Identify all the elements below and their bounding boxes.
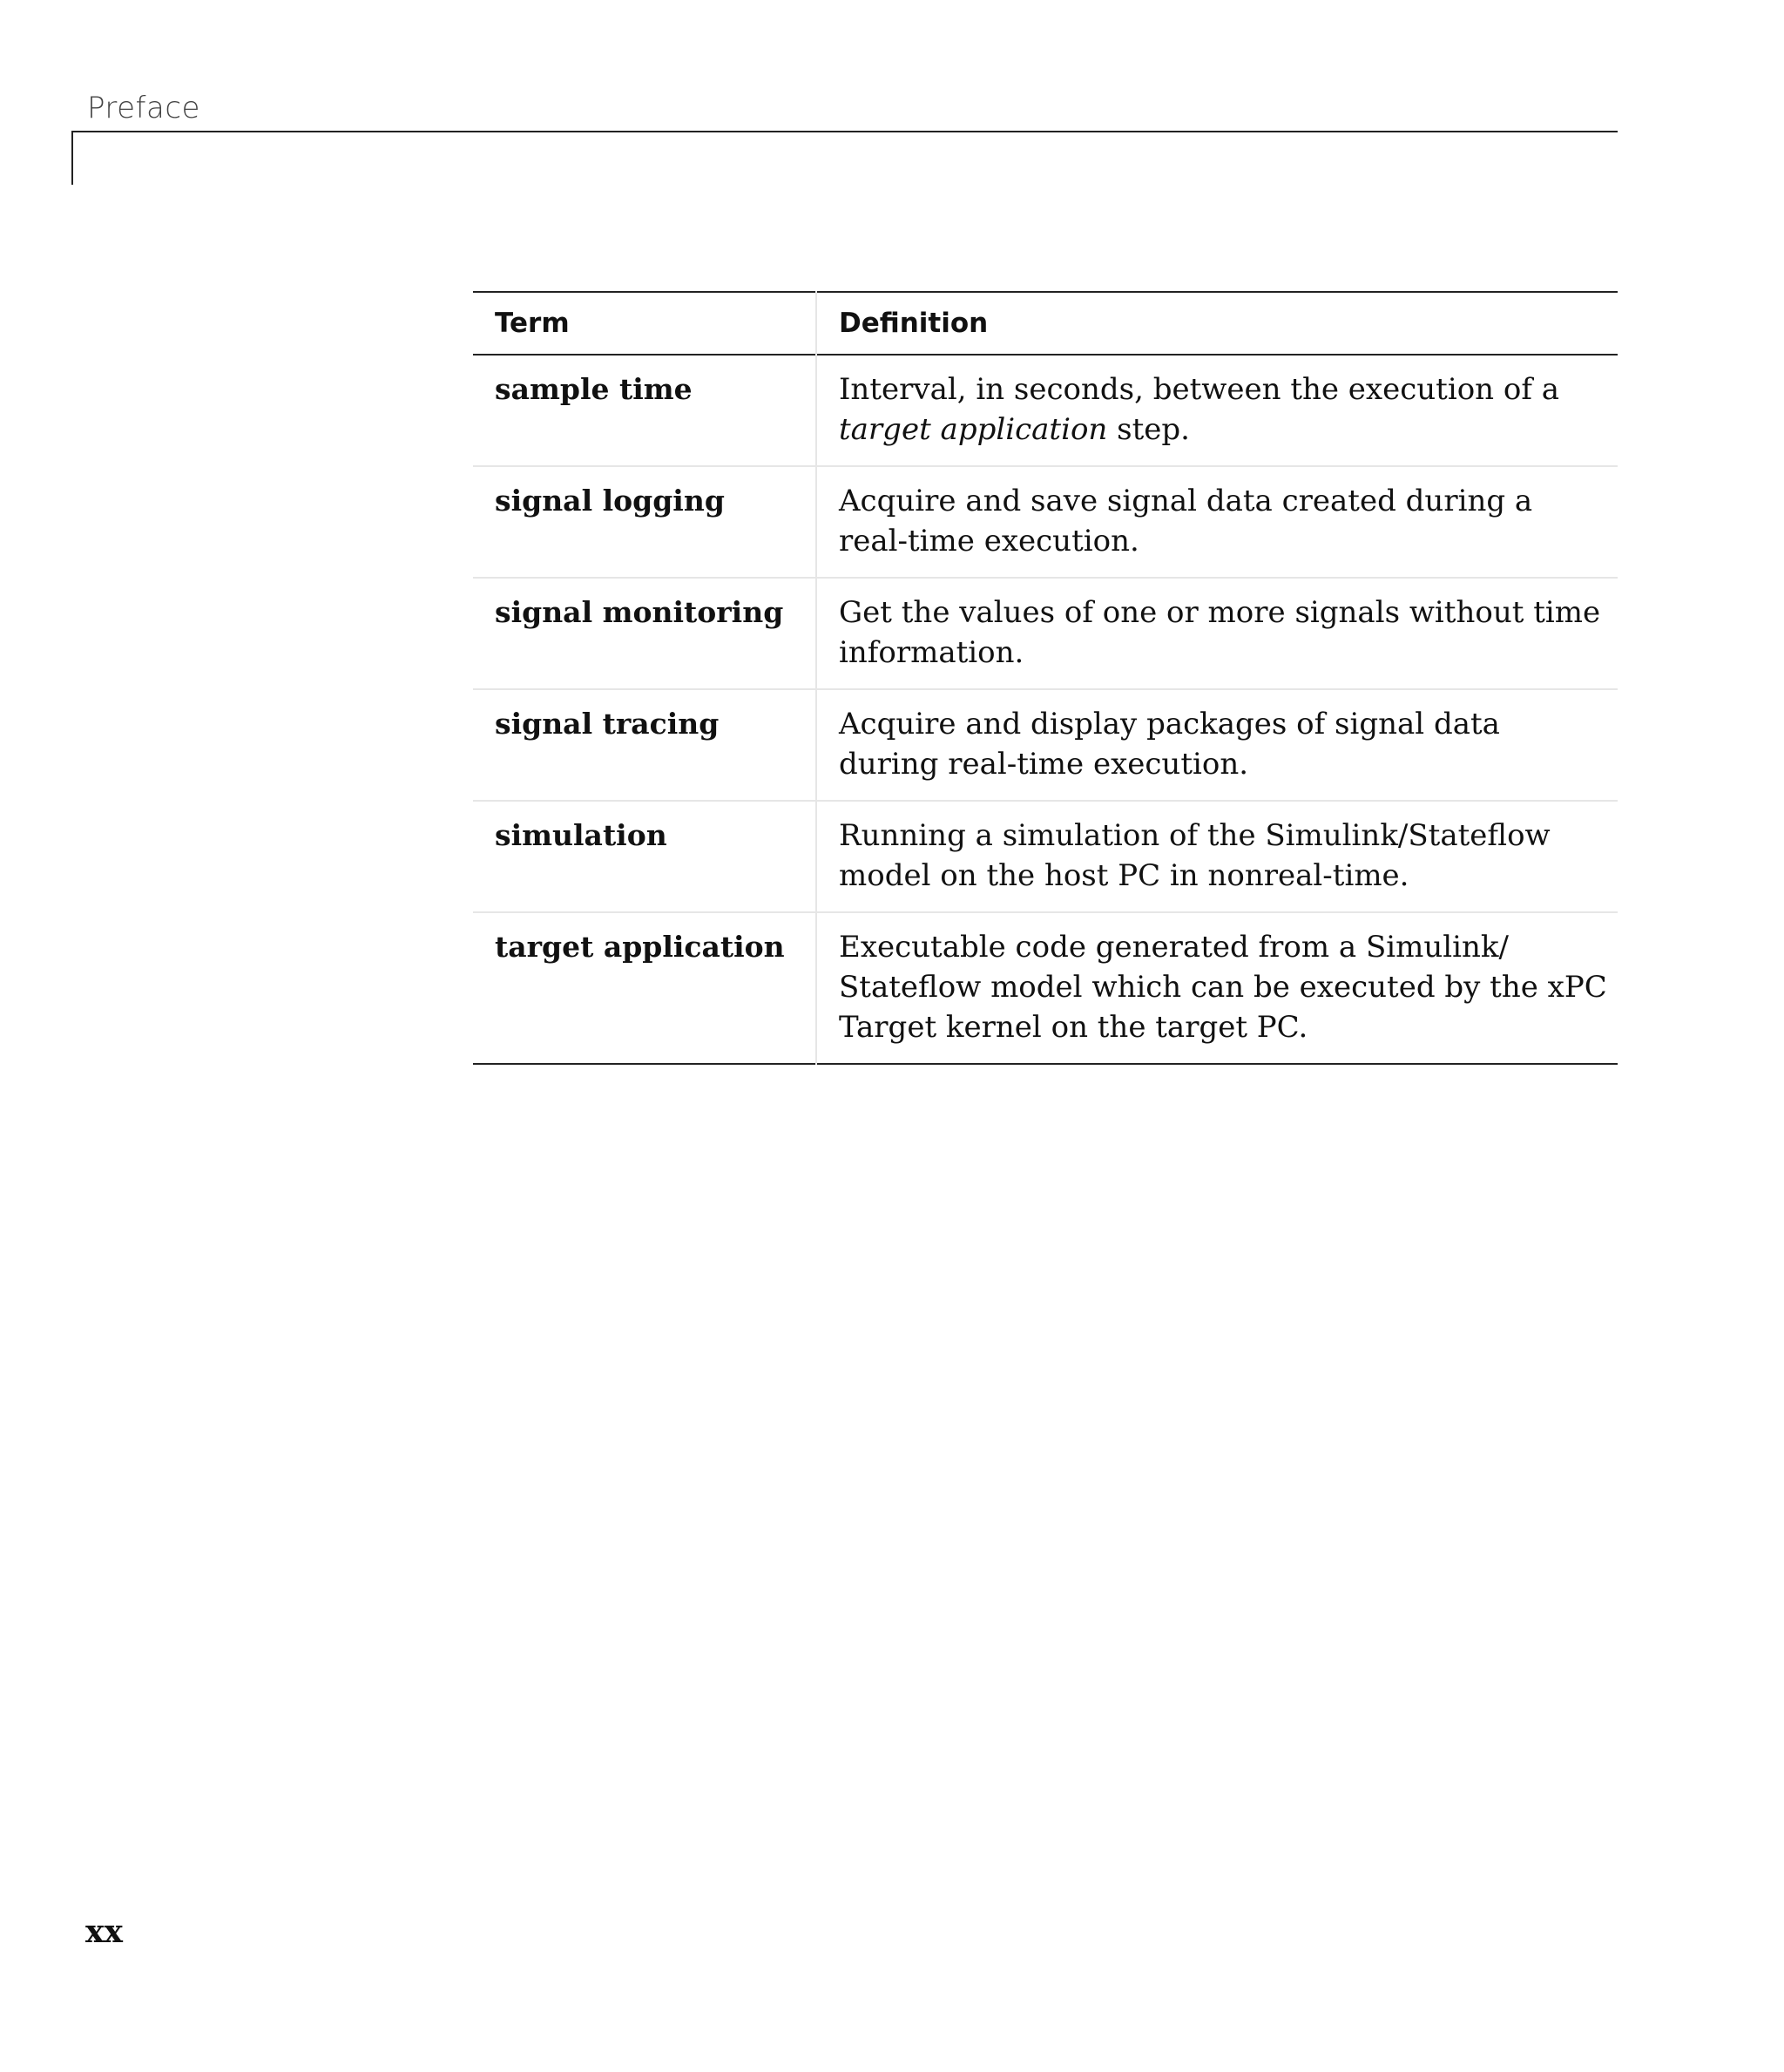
table-header-row <box>473 292 1618 355</box>
definition-cell <box>816 355 1618 466</box>
term-cell: target application <box>495 930 785 964</box>
table-row <box>473 578 1618 689</box>
term-cell: signal logging <box>495 484 725 518</box>
definition-cell: Acquire and display packages of signal data during real-time execution. <box>816 689 1618 801</box>
definition-cell: Acquire and save signal data created during a real-time execution. <box>816 466 1618 578</box>
term-cell: signal tracing <box>495 707 720 741</box>
definition-text: Interval, in seconds, between the execution of a <box>839 372 1560 407</box>
definition-cell: Running a simulation of the Simulink/Stateflow model on the host PC in nonreal-time. <box>816 801 1618 912</box>
table-row <box>473 466 1618 578</box>
term-cell: sample time <box>495 372 693 406</box>
terms-table <box>473 291 1618 1065</box>
table-row <box>473 912 1618 1064</box>
column-header-term: Term <box>495 308 570 339</box>
running-head: Preface <box>87 91 200 125</box>
definition-text: step. <box>1107 412 1190 447</box>
definition-italic-text: target application <box>839 412 1108 447</box>
column-header-definition: Definition <box>816 292 1618 355</box>
term-cell: signal monitoring <box>495 595 784 629</box>
page-number: xx <box>85 1913 123 1950</box>
header-corner-mark <box>71 131 73 185</box>
term-cell: simulation <box>495 818 667 852</box>
definition-cell: Get the values of one or more signals without time information. <box>816 578 1618 689</box>
definition-cell: Executable code generated from a Simulink/ Stateflow model which can be executed by the xPC Target kernel on the target PC. <box>816 912 1618 1064</box>
table-row <box>473 801 1618 912</box>
table-row <box>473 355 1618 466</box>
table-row <box>473 689 1618 801</box>
header-rule <box>71 131 1618 132</box>
